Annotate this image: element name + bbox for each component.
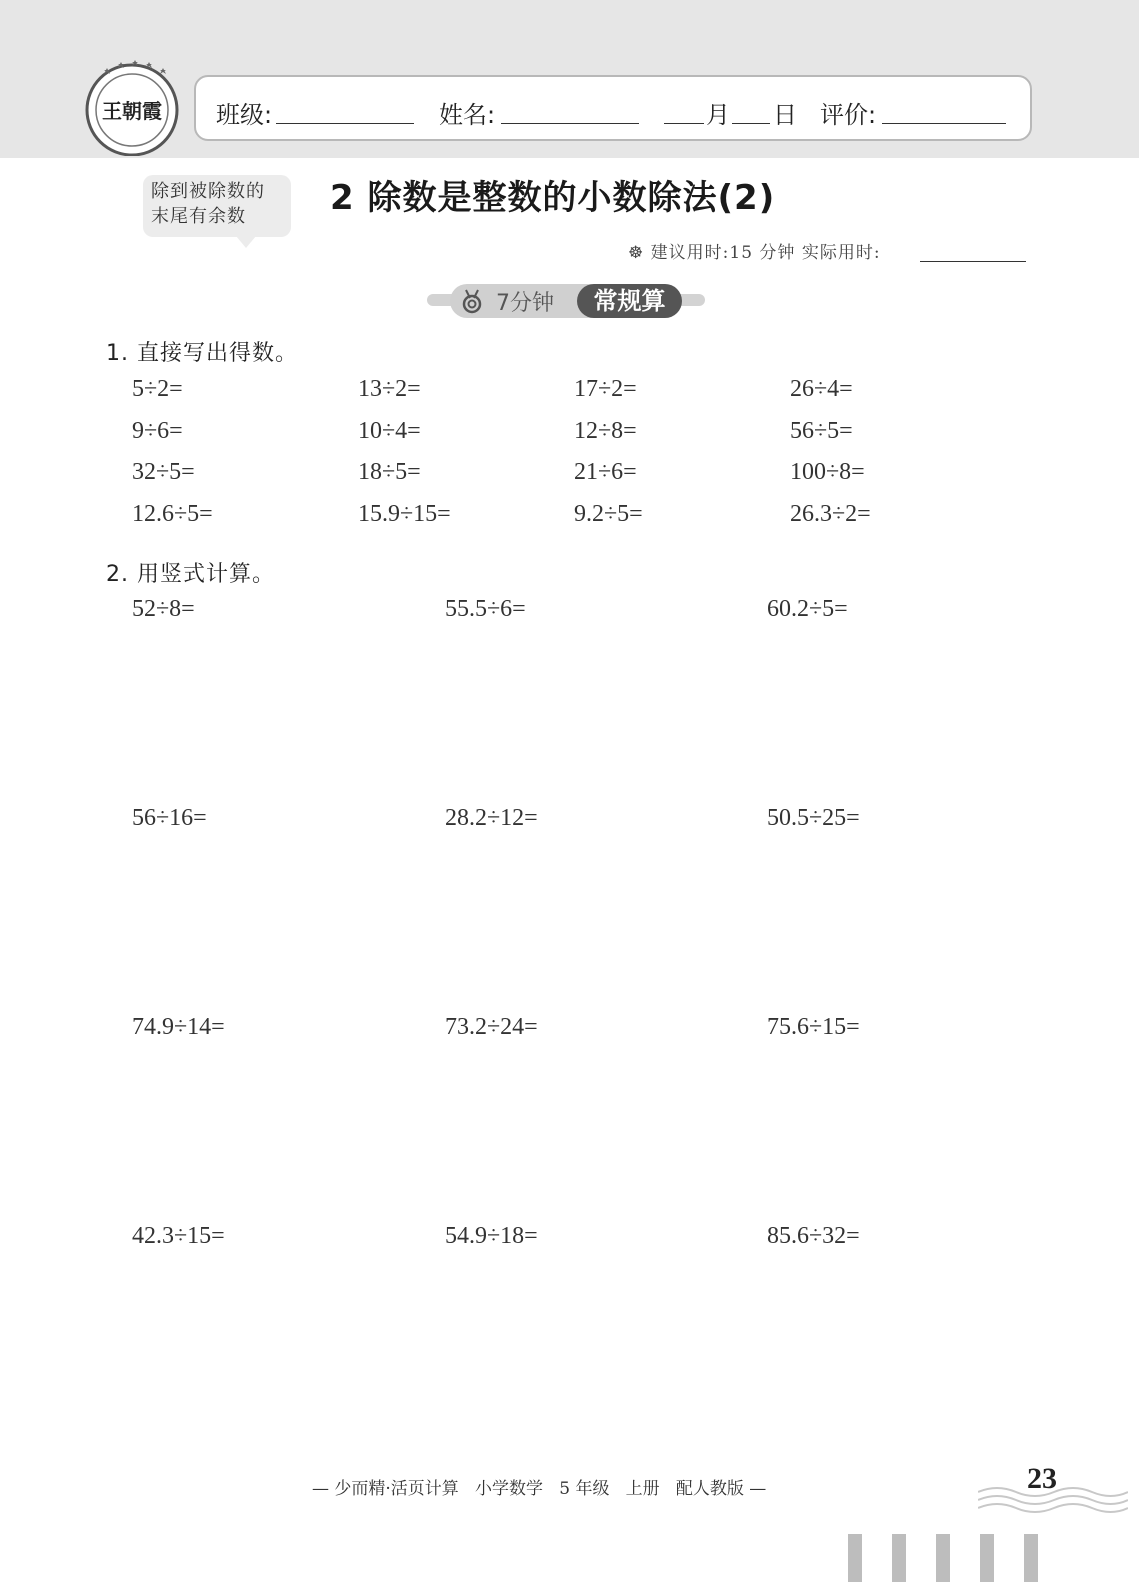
edge-tab	[1024, 1534, 1038, 1582]
name-field[interactable]	[501, 123, 639, 124]
logo-emblem	[84, 60, 180, 156]
problem-item: 73.2÷24=	[445, 1014, 538, 1040]
tip-line-2: 末尾有余数	[151, 206, 246, 227]
problem-item: 12÷8=	[574, 418, 637, 444]
problem-item: 13÷2=	[358, 376, 421, 402]
problem-item: 15.9÷15=	[358, 501, 451, 527]
problem-item: 56÷16=	[132, 805, 207, 831]
day-field[interactable]	[732, 123, 770, 124]
problem-item: 55.5÷6=	[445, 596, 526, 622]
problem-item: 28.2÷12=	[445, 805, 538, 831]
section-1-title: 1. 直接写出得数。	[106, 341, 298, 366]
problem-item: 50.5÷25=	[767, 805, 860, 831]
problem-item: 9.2÷5=	[574, 501, 643, 527]
problem-item: 9÷6=	[132, 418, 183, 444]
problem-item: 42.3÷15=	[132, 1223, 225, 1249]
edge-tab	[936, 1534, 950, 1582]
eval-label: 评价:	[820, 101, 877, 129]
name-label: 姓名:	[439, 101, 496, 129]
problem-item: 60.2÷5=	[767, 596, 848, 622]
logo-text: 王朝霞	[102, 99, 162, 123]
badge-minutes: 7分钟	[496, 291, 554, 316]
class-label: 班级:	[216, 101, 273, 129]
actual-time-field[interactable]	[920, 261, 1026, 262]
problem-item: 12.6÷5=	[132, 501, 213, 527]
problem-item: 100÷8=	[790, 459, 865, 485]
section-2-title: 2. 用竖式计算。	[106, 562, 275, 587]
problem-item: 74.9÷14=	[132, 1014, 225, 1040]
problem-item: 85.6÷32=	[767, 1223, 860, 1249]
edge-tab	[892, 1534, 906, 1582]
day-label: 日	[773, 101, 797, 129]
time-suggestion	[628, 238, 881, 263]
problem-item: 26÷4=	[790, 376, 853, 402]
problem-item: 32÷5=	[132, 459, 195, 485]
tip-bubble-tail	[236, 236, 256, 248]
problem-item: 52÷8=	[132, 596, 195, 622]
tip-bubble	[143, 175, 291, 237]
page-title: 2 除数是整数的小数除法(2)	[330, 178, 776, 218]
problem-item: 26.3÷2=	[790, 501, 871, 527]
problem-item: 56÷5=	[790, 418, 853, 444]
problem-item: 75.6÷15=	[767, 1014, 860, 1040]
tip-line-1: 除到被除数的	[151, 181, 265, 202]
month-field[interactable]	[664, 123, 704, 124]
page-number: 23	[1027, 1462, 1057, 1495]
problem-item: 18÷5=	[358, 459, 421, 485]
problem-item: 54.9÷18=	[445, 1223, 538, 1249]
month-label: 月	[706, 101, 730, 129]
problem-item: 17÷2=	[574, 376, 637, 402]
eval-field[interactable]	[882, 123, 1006, 124]
clock-icon: ☸	[628, 243, 645, 263]
student-info-box	[194, 75, 1032, 141]
class-field[interactable]	[276, 123, 414, 124]
edge-tab	[980, 1534, 994, 1582]
problem-item: 10÷4=	[358, 418, 421, 444]
time-text: 建议用时:15 分钟 实际用时:	[650, 243, 881, 263]
medal-icon	[460, 288, 484, 314]
footer-text: — 少而精·活页计算 小学数学 5 年级 上册 配人教版 —	[312, 1479, 767, 1499]
problem-item: 21÷6=	[574, 459, 637, 485]
edge-tab	[848, 1534, 862, 1582]
problem-item: 5÷2=	[132, 376, 183, 402]
badge-category: 常规算	[577, 284, 682, 318]
